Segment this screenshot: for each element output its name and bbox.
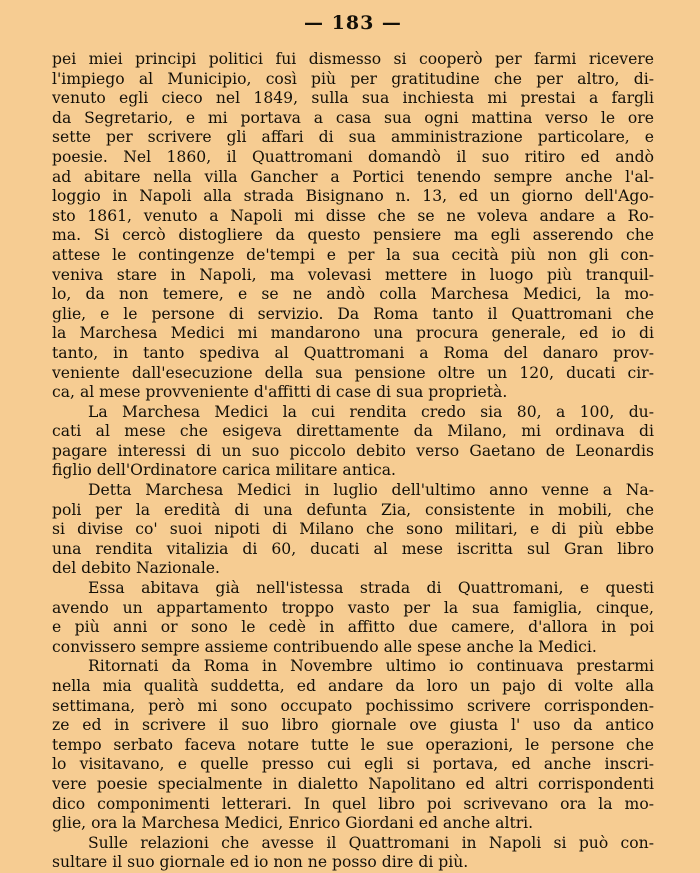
text-line: glie, e le persone di servizio. Da Roma tanto il Quattromani che xyxy=(52,304,654,323)
text-line: sultare il suo giornale ed io non ne posso dire di più. xyxy=(52,853,469,872)
text-line: cati al mese che esigeva direttamente da Milano, mi ordinava di xyxy=(52,422,654,441)
text-line: attese le contingenze de'tempi e per la sua cecità più non gli con- xyxy=(52,245,654,264)
text-line: e più anni or sono le cedè in affitto due camere, d'allora in poi xyxy=(52,618,654,637)
text-line: avendo un appartamento troppo vasto per la sua famiglia, cinque, xyxy=(52,598,654,617)
text-line: Essa abitava già nell'istessa strada di Quattromani, e questi xyxy=(88,579,654,598)
paragraph-5 xyxy=(52,657,654,833)
text-line: tempo serbato faceva notare tutte le sue operazioni, le persone che xyxy=(52,735,654,754)
paragraph-1 xyxy=(52,50,654,403)
text-line: vere poesie specialmente in dialetto Napolitano ed altri corrispondenti xyxy=(52,774,654,793)
paragraph-6 xyxy=(52,834,654,873)
text-line: tanto, in tanto spediva al Quattromani a Roma del danaro prov- xyxy=(52,343,654,362)
text-line: sto 1861, venuto a Napoli mi disse che se ne voleva andare a Ro- xyxy=(52,206,654,225)
paragraph-3 xyxy=(52,481,654,579)
text-line: Sulle relazioni che avesse il Quattromani in Napoli si può con- xyxy=(88,833,654,852)
text-line: pei miei principi politici fui dismesso si cooperò per farmi ricevere xyxy=(52,50,654,68)
text-line: Detta Marchesa Medici in luglio dell'ultimo anno venne a Na- xyxy=(88,481,654,500)
text-line: ca, al mese provveniente d'affitti di case di sua proprietà. xyxy=(52,383,508,402)
text-line: si divise co' suoi nipoti di Milano che sono militari, e di più ebbe xyxy=(52,520,654,539)
text-line: La Marchesa Medici la cui rendita credo sia 80, a 100, du- xyxy=(88,402,654,421)
text-line: veniva stare in Napoli, ma volevasi mettere in luogo più tranquil- xyxy=(52,265,654,284)
text-line: Ritornati da Roma in Novembre ultimo io continuava prestarmi xyxy=(88,657,654,676)
text-line: lo visitavano, e quelle presso cui egli si portava, ed anche inscri- xyxy=(52,755,654,774)
paragraph-4 xyxy=(52,579,654,657)
text-line: convissero sempre assieme contribuendo alle spese anche la Medici. xyxy=(52,637,597,656)
text-line: ma. Si cercò distogliere da questo pensiere ma egli asserendo che xyxy=(52,226,654,245)
body-text xyxy=(52,50,654,873)
text-line: del debito Nazionale. xyxy=(52,559,220,578)
text-line: la Marchesa Medici mi mandarono una procura generale, ed io di xyxy=(52,324,654,343)
text-line: l'impiego al Municipio, così più per gratitudine che per altro, di- xyxy=(52,69,654,88)
text-line: poesie. Nel 1860, il Quattromani domandò il suo ritiro ed andò xyxy=(52,147,654,166)
text-line: una rendita vitalizia di 60, ducati al mese iscritta sul Gran libro xyxy=(52,539,654,558)
text-line: loggio in Napoli alla strada Bisignano n. 13, ed un giorno dell'Ago- xyxy=(52,187,654,206)
text-line: sette per scrivere gli affari di sua amministrazione particolare, e xyxy=(52,128,654,147)
text-line: glie, ora la Marchesa Medici, Enrico Giordani ed anche altri. xyxy=(52,814,534,833)
text-line: lo, da non temere, e se ne andò colla Marchesa Medici, la mo- xyxy=(52,285,654,304)
text-line: pagare interessi di un suo piccolo debito verso Gaetano de Leonardis xyxy=(52,441,654,460)
text-line: ze ed in scrivere il suo libro giornale ove giusta l' uso da antico xyxy=(52,716,654,735)
text-line: ad abitare nella villa Gancher a Portici tenendo sempre anche l'al- xyxy=(52,167,654,186)
text-line: settimana, però mi sono occupato pochissimo scrivere corrisponden- xyxy=(52,696,654,715)
text-line: figlio dell'Ordinatore carica militare antica. xyxy=(52,461,397,480)
text-line: veniente dall'esecuzione della sua pensione oltre un 120, ducati cir- xyxy=(52,363,654,382)
text-line: poli per la eredità di una defunta Zia, consistente in mobili, che xyxy=(52,500,654,519)
text-line: da Segretario, e mi portava a casa sua ogni mattina verso le ore xyxy=(52,108,654,127)
text-line: nella mia qualità suddetta, ed andare da loro un pajo di volte alla xyxy=(52,677,654,695)
paragraph-2 xyxy=(52,403,654,481)
page-number: — 183 — xyxy=(304,12,402,34)
text-line: venuto egli cieco nel 1849, sulla sua inchiesta mi prestai a fargli xyxy=(52,89,654,108)
text-line: dico componimenti letterari. In quel libro poi scrivevano ora la mo- xyxy=(52,794,654,813)
